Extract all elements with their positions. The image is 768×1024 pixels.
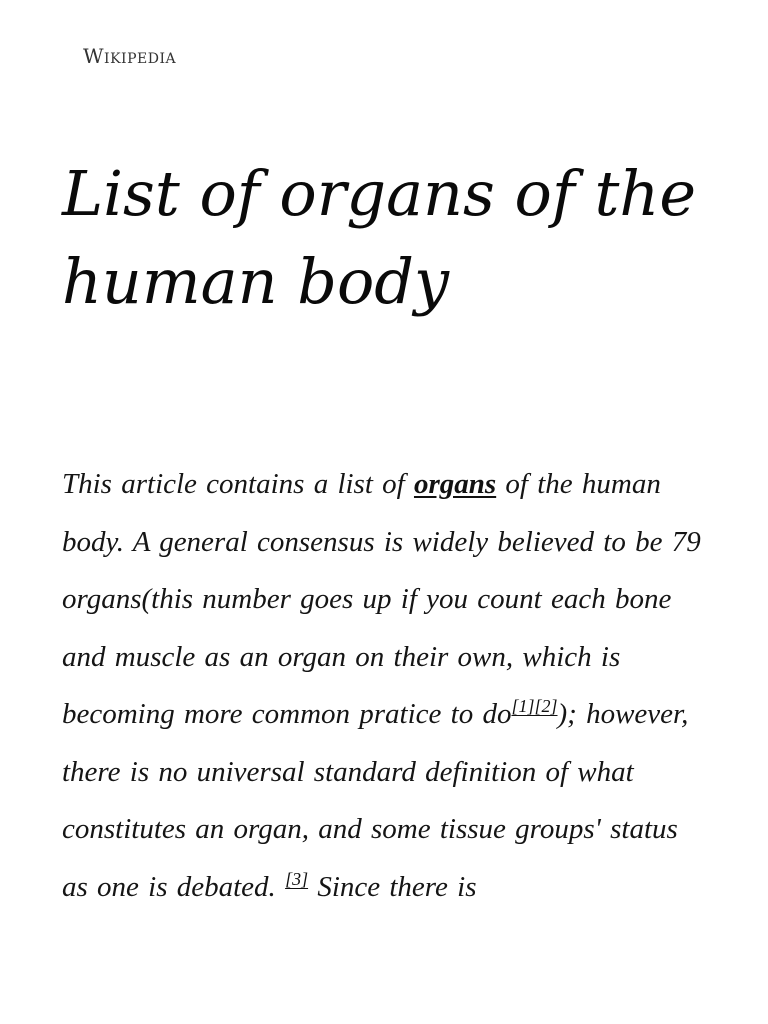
intro-text-part-1: This article contains a list of xyxy=(62,468,414,500)
intro-text-part-2: of the human body. A general consensus is widely believed to be 79 organs(this number goes up if you count each bone and muscle as an organ on their own, which is becoming more common pratice to do xyxy=(62,468,701,730)
citation-group-2 xyxy=(285,869,308,889)
article-intro-paragraph xyxy=(62,456,707,916)
citation-2-link[interactable]: [2] xyxy=(534,696,558,716)
citation-3-link[interactable]: [3] xyxy=(285,868,309,889)
organs-link[interactable]: organs xyxy=(413,468,497,500)
page-title: List of organs of the human body xyxy=(62,157,697,318)
citation-1-link[interactable]: [1] xyxy=(511,696,535,716)
wikipedia-wordmark[interactable]: Wikipedia xyxy=(83,44,177,68)
citation-group xyxy=(511,696,557,716)
intro-text-part-3: ); however, there is no universal standard definition of what constitutes an organ, and some tissue groups' status as one is debated. xyxy=(62,698,689,903)
intro-text-part-4: Since there is xyxy=(308,870,477,903)
